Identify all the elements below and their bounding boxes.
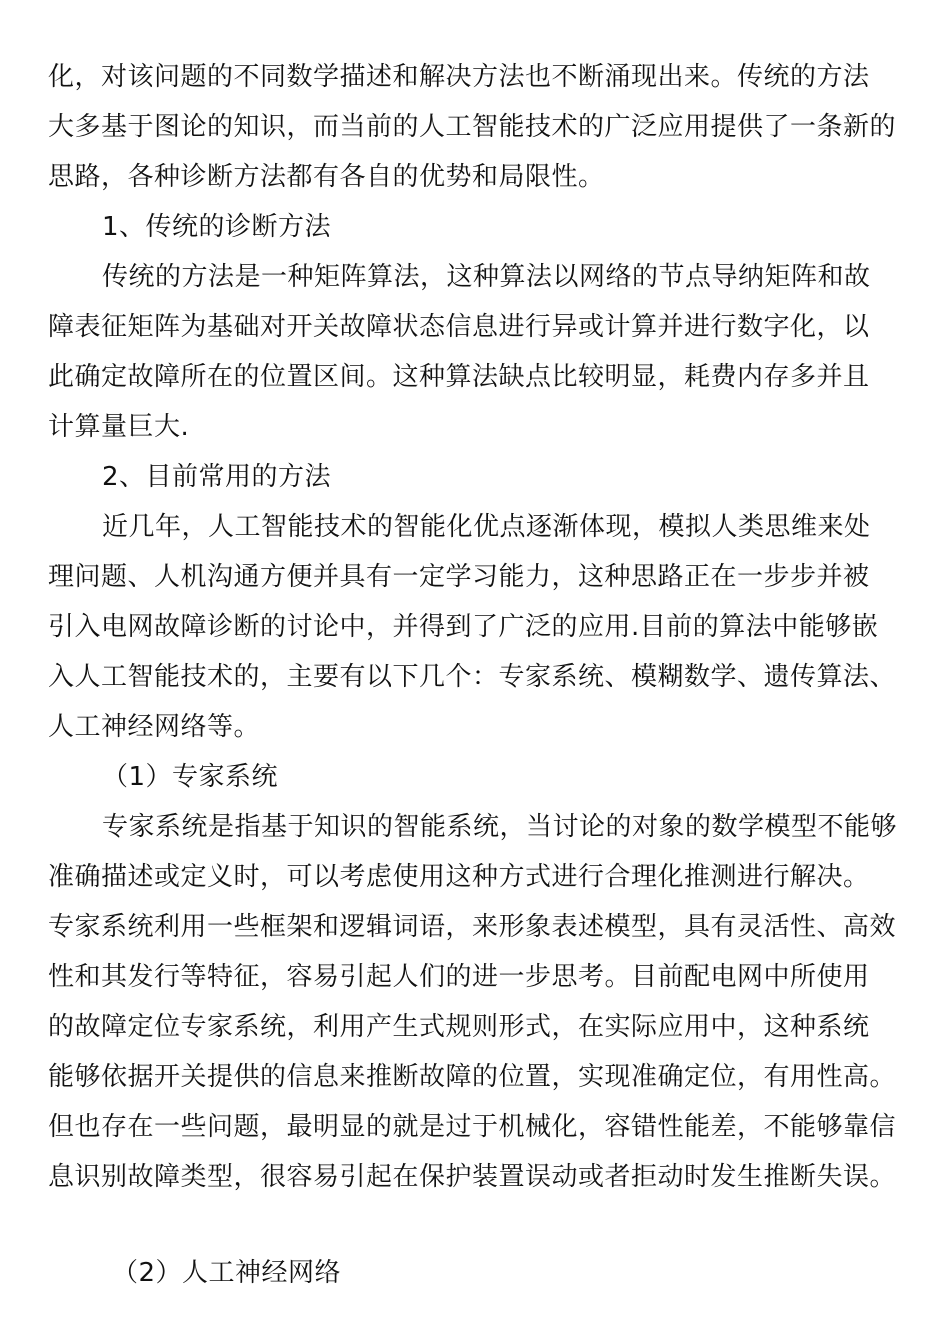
- text-line: 专家系统利用一些框架和逻辑词语，来形象表述模型，具有灵活性、高效: [48, 912, 897, 942]
- paragraph-gap: [48, 1202, 906, 1248]
- text-line: 此确定故障所在的位置区间。这种算法缺点比较明显，耗费内存多并且: [48, 362, 870, 392]
- text-line: 传统的方法是一种矩阵算法，这种算法以网络的节点导纳矩阵和故: [102, 262, 871, 292]
- text-line: 思路，各种诊断方法都有各自的优势和局限性。: [48, 162, 605, 192]
- text-line: 大多基于图论的知识，而当前的人工智能技术的广泛应用提供了一条新的: [48, 112, 897, 142]
- text-line: 息识别故障类型，很容易引起在保护装置误动或者拒动时发生推断失误。: [48, 1162, 897, 1192]
- text-line: 但也存在一些问题，最明显的就是过于机械化，容错性能差，不能够靠信: [48, 1112, 897, 1142]
- text-line: 能够依据开关提供的信息来推断故障的位置，实现准确定位，有用性高。: [48, 1062, 897, 1092]
- text-line: 人工神经网络等。: [48, 712, 261, 742]
- text-line: 专家系统是指基于知识的智能系统，当讨论的对象的数学模型不能够: [102, 812, 898, 842]
- text-line: 计算量巨大.: [48, 412, 190, 442]
- text-line: 近几年，人工智能技术的智能化优点逐渐体现，模拟人类思维来处: [102, 512, 871, 542]
- text-line: 性和其发行等特征，容易引起人们的进一步思考。目前配电网中所使用: [48, 962, 870, 992]
- text-line: 引入电网故障诊断的讨论中，并得到了广泛的应用.目前的算法中能够嵌: [48, 612, 879, 642]
- text-line: 入人工智能技术的，主要有以下几个：专家系统、模糊数学、遗传算法、: [48, 662, 897, 692]
- text-line: 的故障定位专家系统，利用产生式规则形式，在实际应用中，这种系统: [48, 1012, 870, 1042]
- text-line: 理问题、人机沟通方便并具有一定学习能力，这种思路正在一步步并被: [48, 562, 870, 592]
- text-line: 化，对该问题的不同数学描述和解决方法也不断涌现出来。传统的方法: [48, 62, 870, 92]
- document-page: [48, 52, 906, 1298]
- subsection-heading: （2）人工神经网络: [112, 1258, 342, 1288]
- section-heading: 2、目前常用的方法: [102, 462, 332, 492]
- text-line: 障表征矩阵为基础对开关故障状态信息进行异或计算并进行数字化，以: [48, 312, 870, 342]
- text-line: 准确描述或定义时，可以考虑使用这种方式进行合理化推测进行解决。: [48, 862, 870, 892]
- subsection-heading: （1）专家系统: [102, 762, 279, 792]
- section-heading: 1、传统的诊断方法: [102, 212, 332, 242]
